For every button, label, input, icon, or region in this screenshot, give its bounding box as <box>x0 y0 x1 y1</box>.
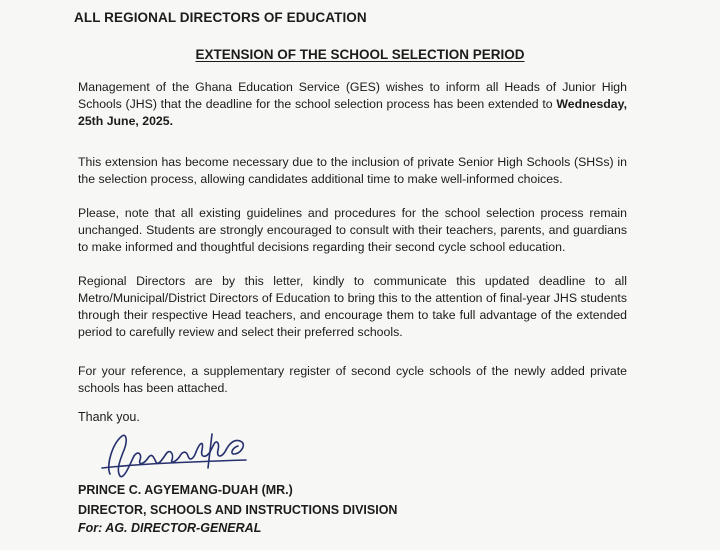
signatory-on-behalf: For: AG. DIRECTOR-GENERAL <box>78 521 262 535</box>
paragraph-deadline <box>78 79 627 130</box>
paragraph-reason: This extension has become necessary due to the inclusion of private Senior High Schools (SHSs) in the selection process, allowing candidates additional time to make well-informed choices. <box>78 155 627 186</box>
paragraph-deadline-text: Management of the Ghana Education Service (GES) wishes to inform all Heads of Junior High Schools (JHS) that the deadline for the school selection process has been extended to <box>78 80 627 111</box>
addressee-line: ALL REGIONAL DIRECTORS OF EDUCATION <box>74 10 367 25</box>
signatory-title: DIRECTOR, SCHOOLS AND INSTRUCTIONS DIVISION <box>78 503 398 517</box>
deadline-date: Wednesday, 25th June, 2025. <box>78 97 627 128</box>
paragraph-regional-directors: Regional Directors are by this letter, kindly to communicate this updated deadline to all Metro/Municipal/District Directors of Education to bring this to the attention of final-year JHS students through their respective Head teachers, and encourage them to take full advantage of the extended period to carefully review and select their preferred schools. <box>78 274 627 339</box>
paragraph-reference: For your reference, a supplementary register of second cycle schools of the newly added private schools has been attached. <box>78 364 627 395</box>
closing-line: Thank you. <box>78 410 140 424</box>
signatory-name: PRINCE C. AGYEMANG-DUAH (MR.) <box>78 483 293 497</box>
letter-subject: EXTENSION OF THE SCHOOL SELECTION PERIOD <box>195 47 525 62</box>
handwritten-signature <box>96 424 266 486</box>
paragraph-guidelines: Please, note that all existing guidelines and procedures for the school selection process remain unchanged. Students are strongly encouraged to consult with their teachers, parents, and guardians to make informed and thoughtful decisions regarding their second cycle school education. <box>78 206 627 254</box>
